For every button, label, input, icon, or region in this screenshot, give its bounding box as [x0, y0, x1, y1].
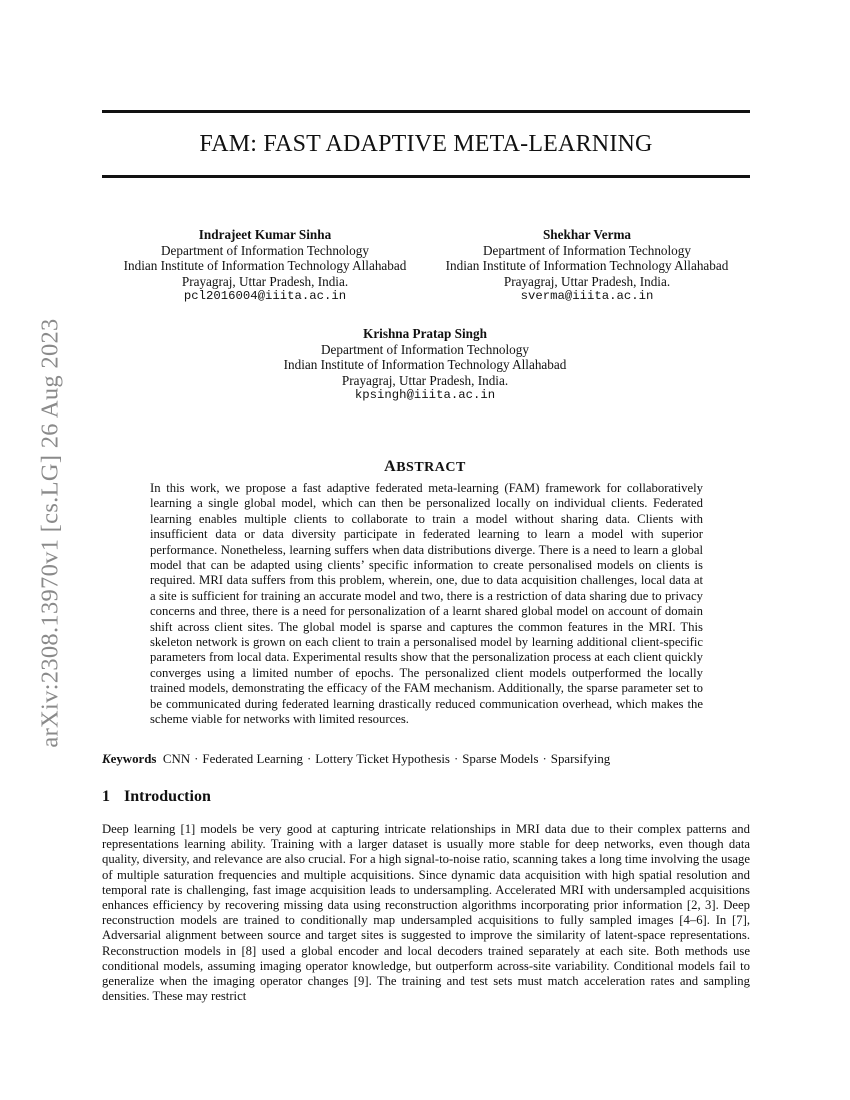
keyword: Sparse Models: [462, 752, 539, 766]
author-location: Prayagraj, Uttar Pradesh, India.: [503, 273, 671, 289]
author-institute: Indian Institute of Information Technology Allahabad: [283, 357, 567, 373]
author-name: Krishna Pratap Singh: [363, 326, 487, 341]
section-number: 1: [102, 788, 110, 805]
author-block: [110, 227, 420, 305]
keyword-separator: ·: [194, 752, 199, 766]
title-rule-bottom: [102, 175, 750, 178]
abstract-heading-initial: A: [384, 458, 397, 475]
arxiv-stamp: [36, 288, 66, 778]
author-email: sverma@iiita.ac.in: [520, 289, 654, 304]
arxiv-stamp-text: arXiv:2308.13970v1 [cs.LG] 26 Aug 2023: [37, 318, 64, 748]
section-heading-introduction: [102, 788, 211, 806]
author-department: Department of Information Technology: [161, 242, 369, 258]
author-department: Department of Information Technology: [321, 341, 529, 357]
abstract-text: In this work, we propose a fast adaptive federated meta-learning (FAM) framework for collaboratively learning a single global model, which can then be personalized locally on individual clients. Federated learning enables multiple clients to collaborate to train a model without sharing data. Clients with insufficient data or data diversity participate in federated learning to learn a model with superior performance. Nonetheless, learning suffers when data distributions diverge. There is a need to learn a global model that can be adapted using clients’ specific information to create personalised models on clients is required. MRI data suffers from this problem, wherein, one, due to data acquisition challenges, local data at a site is sufficient for training an accurate model and two, there is a restriction of data sharing due to privacy concerns and three, there is a need for personalization of a learnt shared global model on account of domain shift across client sites. The global model is sparse and captures the common features in the MRI. This skeleton network is grown on each client to train a personalised model by learning additional client-specific parameters from local data. Experimental results show that the personalization process at each client quickly converges using a limited number of epochs. The personalized client models outperformed the locally trained models, demonstrating the efficacy of the FAM mechanism. Additionally, the sparse parameter set to be communicated during federated learning drastically reduced communication overhead, which makes the scheme viable for networks with limited resources.: [150, 481, 703, 727]
title-rule-top: [102, 110, 750, 113]
author-institute: Indian Institute of Information Technology Allahabad: [123, 258, 407, 274]
keyword: Lottery Ticket Hypothesis: [315, 752, 450, 766]
keywords-line: [102, 752, 750, 767]
author-location: Prayagraj, Uttar Pradesh, India.: [341, 372, 509, 388]
keyword-separator: ·: [453, 752, 459, 766]
introduction-text: Deep learning [1] models be very good at capturing intricate relationships in MRI data due to their complex patterns and representations learning ability. Training with a larger dataset is usually more stable for deep networks, even though data quality, diversity, and relevance are also crucial. For a high signal-to-noise ratio, scanning takes a long time involving the usage of multiple saturation frequencies and multiple acquisitions. Since dynamic data acquisition with high spatial resolution and temporal rate is challenging, fast image acquisition leads to undersampling. Accelerated MRI with undersampled acquisitions enhances efficiency by recovering missing data using reconstruction algorithms incorporating prior information [2, 3]. Deep reconstruction models are trained to conditionally map undersampled acquisitions to fully sampled images [4–6]. In [7], Adversarial alignment between source and target sites is suggested to improve the similarity of latent-space representations. Reconstruction models in [8] used a global encoder and local decoders trained separately at each site. Both methods use conditional models, assuming imaging operator knowledge, but outperform across-site variability. Conditional models fail to generalize when the imaging operator changes [9]. The training and test sets must match acceleration rates and sampling densities. These may restrict: [102, 822, 750, 1004]
keywords-label: [102, 752, 156, 766]
author-email: kpsingh@iiita.ac.in: [354, 388, 496, 403]
abstract-heading: [0, 458, 850, 476]
keyword-separator: ·: [542, 752, 547, 766]
author-email: pcl2016004@iiita.ac.in: [183, 289, 347, 304]
author-block: [265, 326, 585, 404]
author-location: Prayagraj, Uttar Pradesh, India.: [181, 273, 349, 289]
keyword: CNN: [162, 752, 191, 766]
author-department: Department of Information Technology: [483, 242, 691, 258]
author-block: [432, 227, 742, 305]
section-title: Introduction: [124, 788, 211, 805]
keyword: Sparsifying: [550, 752, 611, 766]
author-name: Indrajeet Kumar Sinha: [198, 227, 332, 242]
keyword: Federated Learning: [202, 752, 303, 766]
keyword-separator: ·: [307, 752, 312, 766]
author-institute: Indian Institute of Information Technology Allahabad: [445, 258, 729, 274]
abstract-heading-rest: BSTRACT: [396, 460, 466, 475]
paper-title: FAM: FAST ADAPTIVE META-LEARNING: [199, 131, 653, 157]
keywords-label-initial: K: [102, 752, 111, 766]
author-name: Shekhar Verma: [542, 227, 632, 242]
keywords-label-rest: eywords: [110, 752, 157, 766]
